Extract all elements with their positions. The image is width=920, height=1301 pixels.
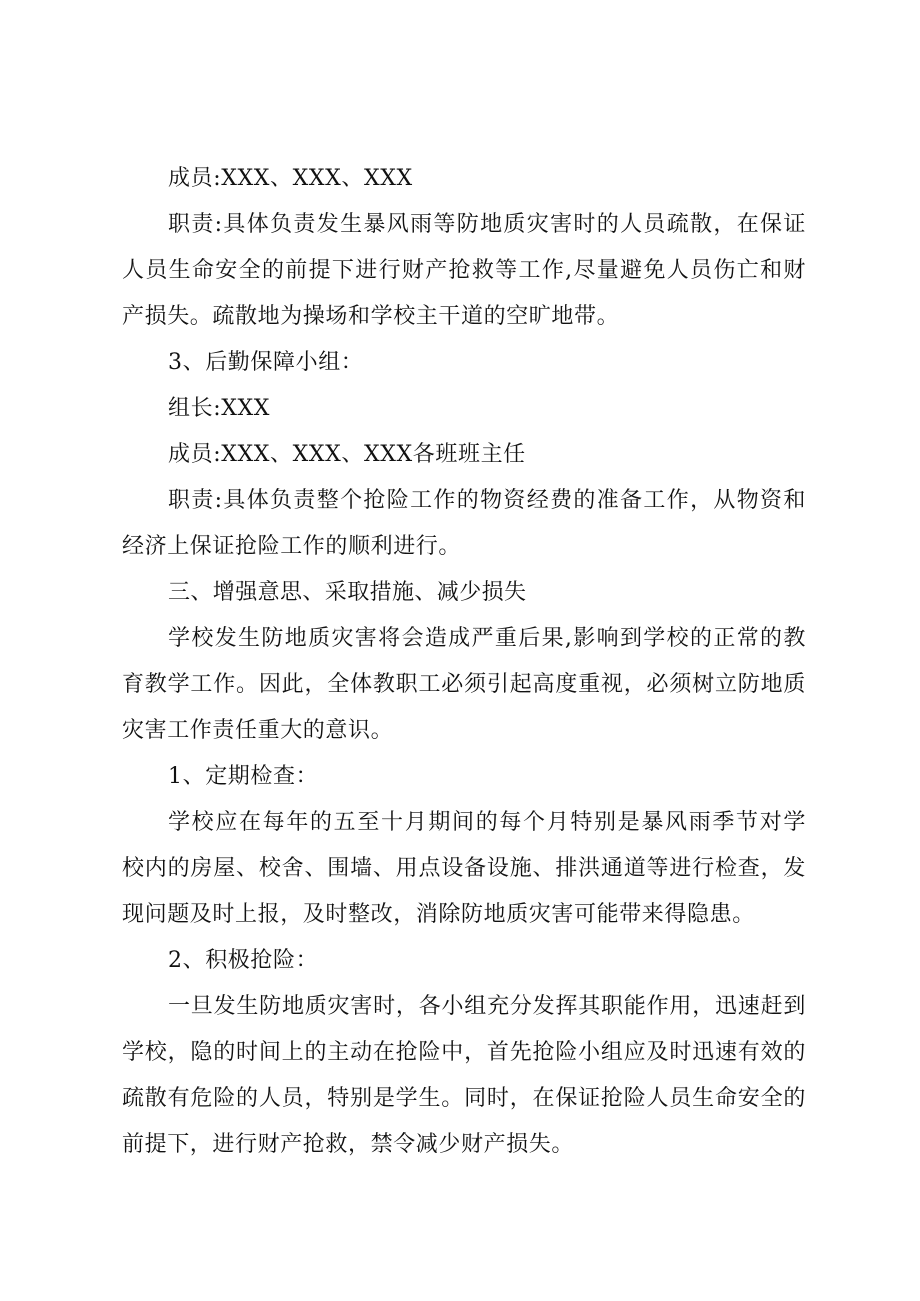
- rescue-paragraph-line-1: 一旦发生防地质灾害时，各小组充分发挥其职能作用，迅速赶到: [168, 994, 806, 1019]
- rescue-paragraph-line-2: 学校，隐的时间上的主动在抢险中，首先抢险小组应及时迅速有效的: [122, 1040, 806, 1065]
- section-three-paragraph-line-1: 学校发生防地质灾害将会造成严重后果,影响到学校的正常的教: [168, 626, 806, 651]
- group-leader-line: 组长:XXX: [168, 396, 270, 421]
- section-three-paragraph-line-2: 育教学工作。因此，全体教职工必须引起高度重视，必须树立防地质: [122, 672, 806, 697]
- rescue-paragraph-line-4: 前提下，进行财产抢救，禁令减少财产损失。: [122, 1132, 575, 1157]
- regular-inspection-heading: 1、定期检查：: [168, 764, 319, 789]
- members-line-logistics: 成员:XXX、XXX、XXX各班班主任: [168, 442, 526, 467]
- duties-paragraph-evacuation-line-1: 职责:具体负责发生暴风雨等防地质灾害时的人员疏散，在保证: [168, 212, 806, 237]
- duties-paragraph-logistics-line-1: 职责:具体负责整个抢险工作的物资经费的准备工作，从物资和: [168, 488, 806, 513]
- logistics-group-heading: 3、后勤保障小组：: [168, 350, 364, 375]
- section-three-paragraph-line-3: 灾害工作责任重大的意识。: [122, 718, 394, 743]
- duties-paragraph-evacuation-line-3: 产损失。疏散地为操场和学校主干道的空旷地带。: [122, 304, 620, 329]
- inspection-paragraph-line-1: 学校应在每年的五至十月期间的每个月特别是暴风雨季节对学: [168, 810, 806, 835]
- active-rescue-heading: 2、积极抢险：: [168, 948, 319, 973]
- rescue-paragraph-line-3: 疏散有危险的人员，特别是学生。同时，在保证抢险人员生命安全的: [122, 1086, 806, 1111]
- section-three-heading: 三、增强意思、采取措施、减少损失: [168, 580, 527, 605]
- inspection-paragraph-line-3: 现问题及时上报，及时整改，消除防地质灾害可能带来得隐患。: [122, 902, 755, 927]
- inspection-paragraph-line-2: 校内的房屋、校舍、围墙、用点设备设施、排洪通道等进行检查，发: [122, 856, 806, 881]
- members-line-evacuation: 成员:XXX、XXX、XXX: [168, 166, 413, 191]
- document-body: [122, 156, 806, 1168]
- duties-paragraph-evacuation-line-2: 人员生命安全的前提下进行财产抢救等工作,尽量避免人员伤亡和财: [122, 258, 806, 283]
- duties-paragraph-logistics-line-2: 经济上保证抢险工作的顺利进行。: [122, 534, 462, 559]
